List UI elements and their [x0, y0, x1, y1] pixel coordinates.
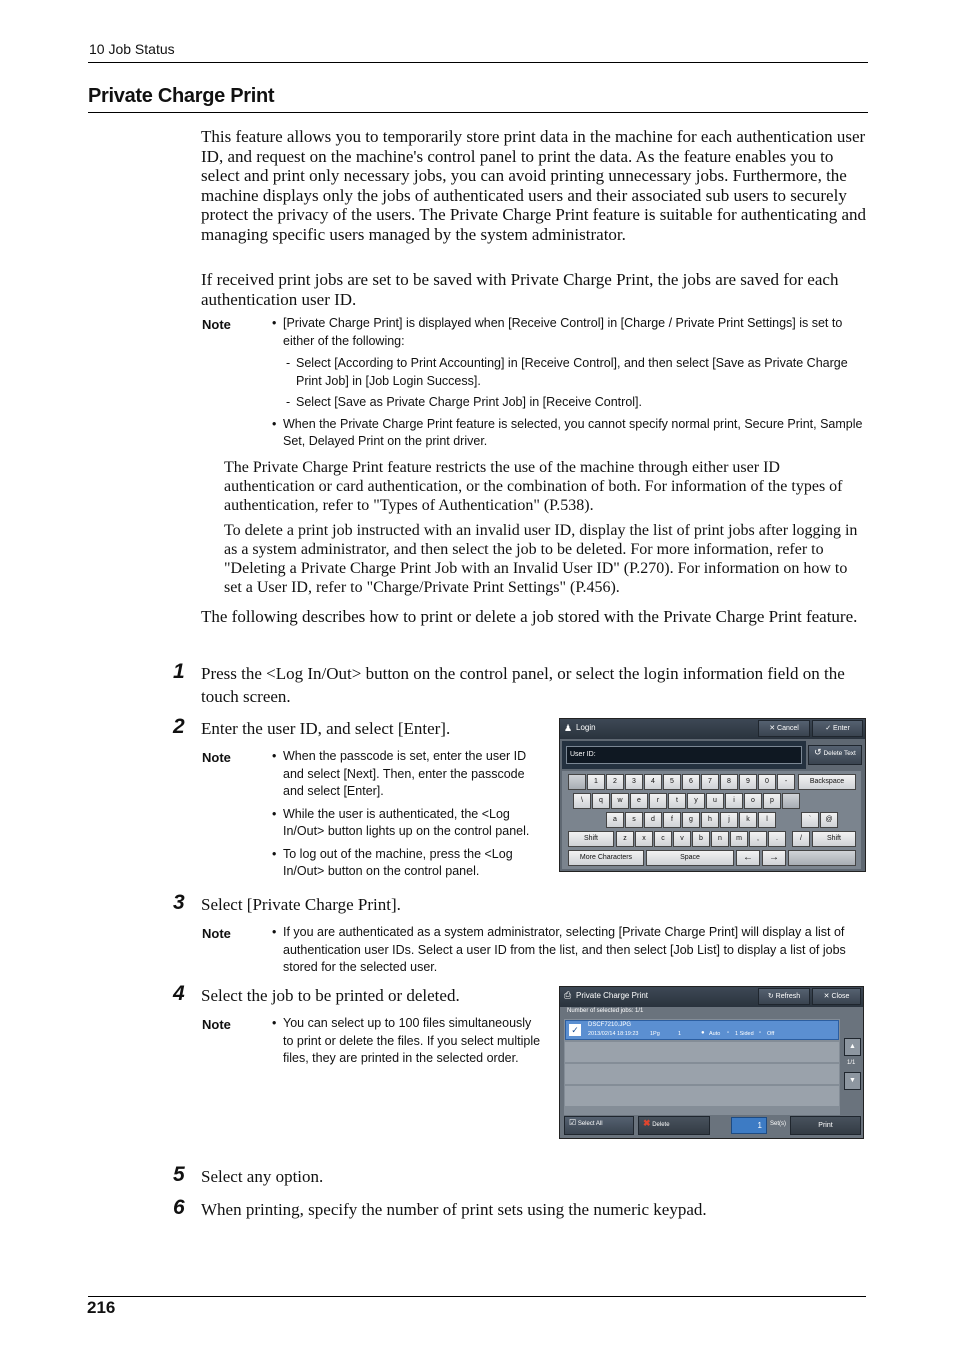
key-blank: [568, 774, 586, 790]
page-indicator: 1/1: [847, 1060, 856, 1066]
paragraph-delete-job: To delete a print job instructed with an invalid user ID, display the list of print jobs after logging in as a system administrator, and then select the job to be deleted. For more information, refer to "Deleting a Private Charge Print Job with an Invalid User ID" (P.270). For information on how to set a User ID, refer to "Charge/Private Print Settings" (P.456).: [224, 522, 858, 596]
enter-button[interactable]: [812, 720, 863, 737]
key[interactable]: v: [673, 831, 691, 847]
key[interactable]: s: [625, 812, 643, 828]
private-charge-print-screen: [559, 986, 864, 1139]
job-sets: 1: [678, 1031, 682, 1037]
section-rule: [88, 112, 868, 113]
key[interactable]: m: [730, 831, 748, 847]
key[interactable]: k: [739, 812, 757, 828]
job-row-empty: [565, 1064, 839, 1084]
key[interactable]: t: [668, 793, 686, 809]
undo-icon: ↺: [814, 747, 822, 757]
note-label: Note: [202, 317, 231, 332]
step-number: 3: [173, 891, 185, 914]
header-rule: [88, 62, 868, 63]
key[interactable]: 3: [625, 774, 643, 790]
job-row-empty: [565, 1042, 839, 1062]
user-id-label: User ID:: [570, 751, 596, 758]
user-icon: ♟: [564, 723, 573, 733]
select-all-button[interactable]: [564, 1116, 634, 1135]
paragraph-following: The following describes how to print or delete a job stored with the Private Charge Print feature.: [201, 607, 858, 626]
step-text: Select the job to be printed or deleted.: [201, 986, 460, 1005]
paragraph-authentication: The Private Charge Print feature restricts the use of the machine through either user ID authentication or card authentication, or the combination of both. For information of the types of authentication, refer to "Types of Authentication" (P.538).: [224, 459, 843, 514]
step-number: 5: [173, 1163, 185, 1186]
key[interactable]: 8: [720, 774, 738, 790]
key[interactable]: l: [758, 812, 776, 828]
pcp-title: Private Charge Print: [576, 991, 649, 1000]
key[interactable]: c: [654, 831, 672, 847]
key[interactable]: a: [606, 812, 624, 828]
step-text: When printing, specify the number of print sets using the numeric keypad.: [201, 1200, 707, 1219]
delete-icon: ✖: [643, 1118, 651, 1128]
job-staple: Off: [767, 1031, 775, 1037]
color-icon: ●: [701, 1030, 705, 1036]
key[interactable]: j: [720, 812, 738, 828]
key[interactable]: 6: [682, 774, 700, 790]
step-text: Press the <Log In/Out> button on the control panel, or select the login information field on the touch screen.: [201, 664, 845, 706]
key[interactable]: g: [682, 812, 700, 828]
more-characters-key[interactable]: More Characters: [568, 850, 644, 866]
close-icon: ✕: [823, 993, 830, 1000]
key[interactable]: /: [792, 831, 810, 847]
step-number: 2: [173, 715, 185, 738]
shift-key-right[interactable]: Shift: [812, 831, 856, 847]
user-id-field[interactable]: [566, 746, 802, 764]
note-list: [272, 1015, 544, 1073]
section-title: Private Charge Print: [88, 85, 275, 107]
key[interactable]: \: [573, 793, 591, 809]
key[interactable]: -: [777, 774, 795, 790]
close-button[interactable]: [812, 988, 861, 1005]
note-bullet: • You can select up to 100 files simultaneously to print or delete the files. If you select multiple files, they are printed in the selected order.: [272, 1015, 544, 1068]
step-number: 6: [173, 1196, 185, 1219]
checkbox-checked-icon[interactable]: ✓: [569, 1024, 581, 1036]
key[interactable]: r: [649, 793, 667, 809]
check-icon: ✓: [825, 725, 832, 732]
backspace-key[interactable]: Backspace: [798, 774, 856, 790]
key-blank: [782, 793, 800, 809]
note-bullet: • When the passcode is set, enter the user ID and select [Next]. Then, enter the passcode and select [Enter].: [272, 748, 542, 801]
key[interactable]: w: [611, 793, 629, 809]
refresh-button[interactable]: [758, 988, 810, 1005]
login-screen: [559, 718, 866, 872]
refresh-label: Refresh: [775, 993, 801, 1000]
delete-label: Delete: [652, 1122, 670, 1128]
note-sub-item: - Select [Save as Private Charge Print Job] in [Receive Control].: [272, 394, 868, 412]
staple-icon: ▫: [759, 1030, 762, 1036]
sided-icon: ▫: [727, 1030, 730, 1036]
key[interactable]: @: [820, 812, 838, 828]
note-label: Note: [202, 750, 231, 765]
key[interactable]: 7: [701, 774, 719, 790]
job-date: 2013/02/14 18:19:23: [588, 1031, 639, 1037]
step-text: Select any option.: [201, 1167, 324, 1186]
refresh-icon: ↻: [767, 993, 774, 1000]
step-text: Enter the user ID, and select [Enter].: [201, 719, 451, 738]
login-title-bar: [560, 719, 865, 739]
sets-input[interactable]: 1: [731, 1117, 767, 1134]
key[interactable]: h: [701, 812, 719, 828]
key[interactable]: i: [725, 793, 743, 809]
job-color: Auto: [709, 1031, 721, 1037]
job-name: DSCF7210.JPG: [588, 1022, 632, 1028]
close-icon: ✕: [769, 725, 776, 732]
close-label: Close: [831, 993, 850, 1000]
note-bullet: • [Private Charge Print] is displayed when [Receive Control] in [Charge / Private Print Settings] is set to either of the following:: [272, 315, 868, 350]
key[interactable]: q: [592, 793, 610, 809]
page-number: 216: [87, 1298, 116, 1317]
delete-button[interactable]: [638, 1116, 710, 1135]
cancel-label: Cancel: [777, 725, 799, 732]
intro-paragraph-2: If received print jobs are set to be saved with Private Charge Print, the jobs are saved for each authentication user ID.: [201, 270, 839, 309]
scroll-up-icon[interactable]: ▲: [844, 1038, 861, 1056]
step-number: 1: [173, 660, 185, 683]
job-row[interactable]: [565, 1020, 839, 1040]
printer-icon: ⎙: [564, 990, 572, 1000]
footer-rule: [88, 1296, 866, 1297]
key[interactable]: n: [711, 831, 729, 847]
key[interactable]: x: [635, 831, 653, 847]
sets-label: Set(s): [770, 1121, 787, 1127]
note-bullet: • To log out of the machine, press the <Log In/Out> button on the control panel.: [272, 846, 542, 881]
note-list: [272, 315, 868, 456]
pcp-title-bar: [560, 987, 863, 1007]
note-list: [272, 924, 868, 982]
delete-text-label: Delete Text: [823, 750, 856, 757]
key[interactable]: 9: [739, 774, 757, 790]
chapter-header: 10 Job Status: [89, 41, 175, 57]
key[interactable]: `: [801, 812, 819, 828]
select-all-label: Select All: [577, 1121, 603, 1127]
key[interactable]: 2: [606, 774, 624, 790]
job-pages: 1Pg: [650, 1031, 660, 1037]
note-label: Note: [202, 1017, 231, 1032]
space-key[interactable]: Space: [646, 850, 734, 866]
enter-label: Enter: [833, 725, 850, 732]
input-area: [562, 741, 806, 769]
scroll-down-icon[interactable]: ▼: [844, 1072, 861, 1090]
key-blank: [788, 850, 856, 866]
note-bullet: • If you are authenticated as a system administrator, selecting [Private Charge Print] will display a list of authentication user IDs. Select a user ID from the list, and then select [Job List] to display a list of jobs stored for the selected user.: [272, 924, 868, 977]
key[interactable]: e: [630, 793, 648, 809]
selected-jobs-count: Number of selected jobs: 1/1: [567, 1008, 644, 1014]
cancel-button[interactable]: [758, 720, 810, 737]
note-list: [272, 748, 542, 886]
key[interactable]: 1: [587, 774, 605, 790]
key[interactable]: u: [706, 793, 724, 809]
key[interactable]: ,: [749, 831, 767, 847]
key[interactable]: f: [663, 812, 681, 828]
right-arrow-icon[interactable]: →: [762, 850, 786, 866]
key[interactable]: d: [644, 812, 662, 828]
key[interactable]: .: [768, 831, 786, 847]
left-arrow-icon[interactable]: ←: [736, 850, 760, 866]
login-title: Login: [576, 723, 596, 732]
key[interactable]: 4: [644, 774, 662, 790]
key[interactable]: 0: [758, 774, 776, 790]
note-sub-item: - Select [According to Print Accounting] in [Receive Control], and then select [Save as Private Charge Print Job] in [Job Login Success].: [272, 355, 868, 390]
shift-key-left[interactable]: Shift: [568, 831, 614, 847]
key[interactable]: o: [744, 793, 762, 809]
key[interactable]: 5: [663, 774, 681, 790]
step-text: Select [Private Charge Print].: [201, 895, 401, 914]
job-sided: 1 Sided: [735, 1031, 754, 1037]
delete-text-button[interactable]: [808, 745, 862, 765]
job-row-empty: [565, 1086, 839, 1106]
print-button[interactable]: Print: [790, 1116, 861, 1135]
note-label: Note: [202, 926, 231, 941]
key[interactable]: p: [763, 793, 781, 809]
key[interactable]: z: [616, 831, 634, 847]
step-number: 4: [173, 982, 185, 1005]
key[interactable]: b: [692, 831, 710, 847]
select-all-icon: ☑: [569, 1118, 577, 1127]
note-bullet: • When the Private Charge Print feature is selected, you cannot specify normal print, Secure Print, Sample Set, Delayed Print on the print driver.: [272, 416, 868, 451]
intro-paragraph-1: This feature allows you to temporarily store print data in the machine for each authentication user ID, and request on the machine's control panel to print the data. As the feature enables you to select and print only necessary jobs, you can avoid printing unnecessary jobs. Furthermore, the machine displays only the jobs of authenticated users and their associated sub users to securely protect the privacy of the users. The Private Charge Print feature is suitable for authenticating and managing specific users managed by the system administrator.: [201, 127, 866, 244]
key[interactable]: y: [687, 793, 705, 809]
note-bullet: • While the user is authenticated, the <Log In/Out> button lights up on the control panel.: [272, 806, 542, 841]
